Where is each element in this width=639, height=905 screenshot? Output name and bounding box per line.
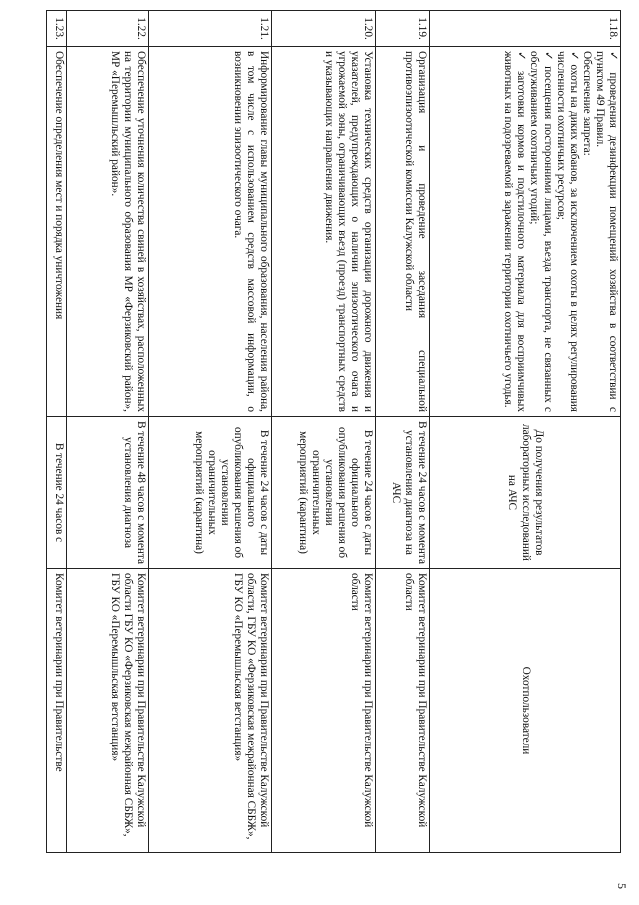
measure-line: ✓ проведения дезинфекции помещений хозяйства в соответствии с пунктом 49 Правил. <box>593 51 619 412</box>
row-number: 1.23. <box>47 11 67 47</box>
deadline-cell: В течение 24 часов с момента установления диагноза на АЧС <box>376 417 430 569</box>
table-row <box>376 11 430 853</box>
row-number: 1.20. <box>272 11 376 47</box>
deadline-cell: В течение 48 часов с момента установления диагноза <box>67 417 149 569</box>
row-number: 1.19. <box>376 11 430 47</box>
responsible-cell: Комитет ветеринарии при Правительстве Калужской области <box>376 569 430 853</box>
table-row <box>430 11 621 853</box>
measure-line: Обеспечение запрета: <box>580 51 593 156</box>
table-row <box>67 11 149 853</box>
responsible-cell: Комитет ветеринарии при Правительстве <box>47 569 67 853</box>
measure-text <box>430 47 621 417</box>
responsible-cell: Комитет ветеринарии при Правительстве Калужской области ГБУ КО «Ферзиковская межрайонная СББЖ», ГБУ КО «Перемышльская ветстанция» <box>67 569 149 853</box>
row-number: 1.22. <box>67 11 149 47</box>
deadline-cell: В течение 24 часов с даты официального опубликования решения об установлении ограничительных мероприятий (карантина) <box>272 417 376 569</box>
measure-text: Организация и проведение заседания специальной противоэпизоотической комиссии Калужской области <box>376 47 430 417</box>
deadline-cell: До получения результатов лабораторных исследований на АЧС <box>430 417 621 569</box>
measure-text: Обеспечение определения мест и порядка уничтожения <box>47 47 67 417</box>
measures-table <box>46 10 621 853</box>
measure-text: Информирование главы муниципального образования, населения района, в том числе с использованием средств массовой информации, о возникновении эпизоотического очага. <box>149 47 272 417</box>
measure-line: ✓ охоты на диких кабанов, за исключением охоты в целях регулирования численности охотничьих ресурсов; <box>554 51 580 412</box>
table-row <box>47 11 67 853</box>
measure-line: ✓ заготовки кормов и подстилочного материала для восприимчивых животных на подозреваемой в заражении территории охотничьего угодья. <box>502 51 528 412</box>
row-number: 1.21. <box>149 11 272 47</box>
table-row <box>272 11 376 853</box>
responsible-cell: Комитет ветеринарии при Правительстве Калужской области <box>272 569 376 853</box>
measure-line: ✓ посещения посторонними лицами, въезда транспорта, не связанных с обслуживанием охотничьих угодий; <box>528 51 554 412</box>
deadline-cell: В течение 24 часов с <box>47 417 67 569</box>
measure-text: Обеспечение уточнения количества свиней в хозяйствах, расположенных на территории муниципального образования МР «Ферзиковский район», МР «Перемышльский район». <box>67 47 149 417</box>
responsible-cell: Охотпользователи <box>430 569 621 853</box>
deadline-cell: В течение 24 часов с даты официального опубликования решения об установлении ограничительных мероприятий (карантина) <box>149 417 272 569</box>
page-number: 5 <box>615 883 629 889</box>
table-row <box>149 11 272 853</box>
measure-text: Установка технических средств организации дорожного движения и указателей, предупреждающих о наличии эпизоотического очага и угрожаемой зоны, ограничивающих въезд (проезд) транспортных средств и указывающих направления движения. <box>272 47 376 417</box>
row-number: 1.18. <box>430 11 621 47</box>
responsible-cell: Комитет ветеринарии при Правительстве Калужской области, ГБУ КО «Ферзиковская межрайонная СББЖ», ГБУ КО «Перемышльская ветстанция» <box>149 569 272 853</box>
